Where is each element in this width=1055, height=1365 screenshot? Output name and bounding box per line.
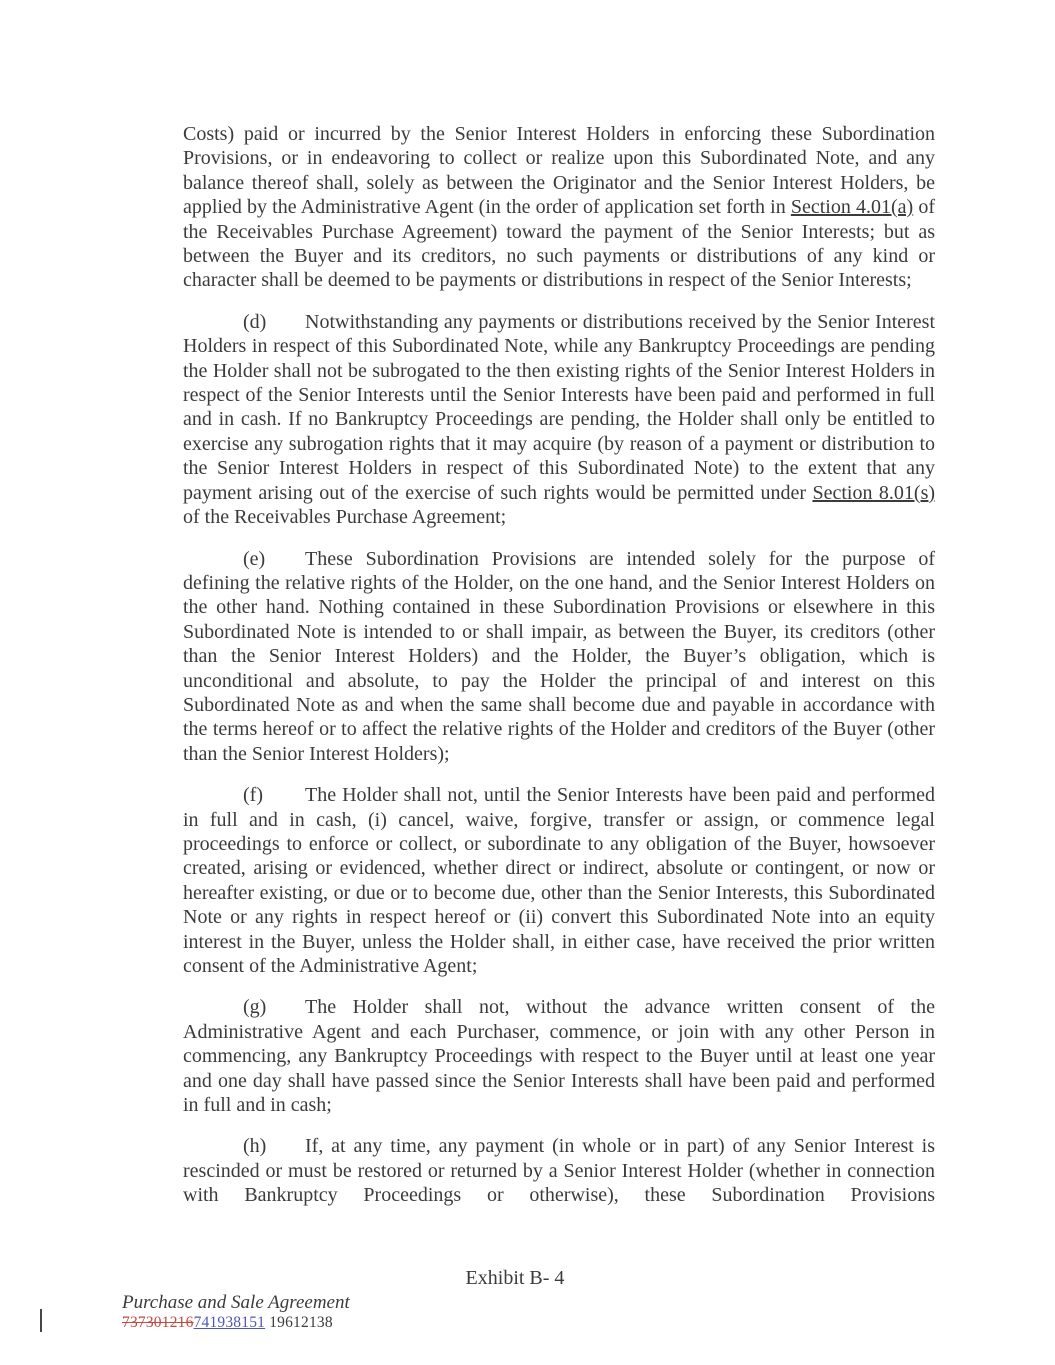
paragraph — [183, 783, 935, 978]
control-number-plain: 19612138 — [265, 1314, 333, 1331]
paragraph — [183, 547, 935, 767]
paragraph-text: Notwithstanding any payments or distributions received by the Senior Interest Holders in respect of this Subordinated Note, while any Bankruptcy Proceedings are pending the Holder shall not be subrogated to the then existing rights of the Senior Interest Holders in respect of the Senior Interests until the Senior Interests have been paid and performed in full and in cash. If no Bankruptcy Proceedings are pending, the Holder shall only be entitled to exercise any subrogation rights that it may acquire (by reason of a payment or distribution to the Senior Interest Holders in respect of this Subordinated Note) to the extent that any payment arising out of the exercise of such rights would be permitted under — [183, 310, 935, 504]
paragraph-text: of the Receivables Purchase Agreement; — [183, 506, 507, 529]
revision-change-bar — [40, 1309, 42, 1332]
exhibit-label: Exhibit B- 4 — [465, 1267, 565, 1289]
document-body — [183, 122, 935, 1225]
paragraph-label: (f) — [243, 784, 263, 807]
document-control-numbers — [122, 1313, 333, 1332]
paragraph-text: If, at any time, any payment (in whole or in part) of any Senior Interest is rescinded or must be restored or returned by a Senior Interest Holder (whether in connection with Bankruptcy Proceedings or otherwise), these Subordination Provisions — [183, 1135, 935, 1207]
control-number-inserted: 741938151 — [193, 1314, 266, 1331]
paragraph — [183, 122, 935, 293]
paragraph-text: The Holder shall not, until the Senior Interests have been paid and performed in full and in cash, (i) cancel, waive, forgive, transfer or assign, or commence legal proceedings to enforce or collect, or subordinate to any obligation of the Buyer, howsoever created, arising or evidenced, whether direct or indirect, absolute or contingent, or now or hereafter existing, or due or to become due, other than the Senior Interests, this Subordinated Note or any rights in respect hereof or (ii) convert this Subordinated Note into an equity interest in the Buyer, unless the Holder shall, in either case, have received the prior written consent of the Administrative Agent; — [183, 784, 935, 977]
paragraph-label: (h) — [243, 1135, 267, 1158]
paragraph — [183, 995, 935, 1117]
paragraph-label: (d) — [243, 310, 267, 333]
section-reference: Section 8.01(s) — [812, 481, 936, 504]
paragraph-text: Costs) paid or incurred by the Senior Interest Holders in enforcing these Subordination Provisions, or in endeavoring to collect or realize upon this Subordinated Note, and any balance thereof shall, solely as between the Originator and the Senior Interest Holders, be applied by the Administrative Agent (in the order of application set forth in — [183, 123, 935, 219]
paragraph-label: (g) — [243, 996, 267, 1019]
paragraph-text: of the Receivables Purchase Agreement) toward the payment of the Senior Interests; but as between the Buyer and its creditors, no such payments or distributions of any kind or character shall be deemed to be payments or distributions in respect of the Senior Interests; — [183, 196, 936, 292]
section-reference: Section 4.01(a) — [790, 196, 914, 219]
paragraph-label: (e) — [243, 547, 266, 570]
document-title: Purchase and Sale Agreement — [122, 1292, 350, 1313]
paragraph — [183, 310, 935, 530]
paragraph-text: These Subordination Provisions are intended solely for the purpose of defining the relative rights of the Holder, on the one hand, and the Senior Interest Holders on the other hand. Nothing contained in these Subordination Provisions or elsewhere in this Subordinated Note is intended to or shall impair, as between the Buyer, its creditors (other than the Senior Interest Holders) and the Holder, the Buyer’s obligation, which is unconditional and absolute, to pay the Holder the principal of and interest on this Subordinated Note as and when the same shall become due and payable in accordance with the terms hereof or to affect the relative rights of the Holder and creditors of the Buyer (other than the Senior Interest Holders); — [183, 547, 935, 765]
control-number-deleted: 737301216 — [122, 1314, 194, 1331]
paragraph-text: The Holder shall not, without the advance written consent of the Administrative Agent and each Purchaser, commence, or join with any other Person in commencing, any Bankruptcy Proceedings with respect to the Buyer until at least one year and one day shall have passed since the Senior Interests shall have been paid and performed in full and in cash; — [183, 996, 935, 1117]
paragraph — [183, 1134, 935, 1207]
